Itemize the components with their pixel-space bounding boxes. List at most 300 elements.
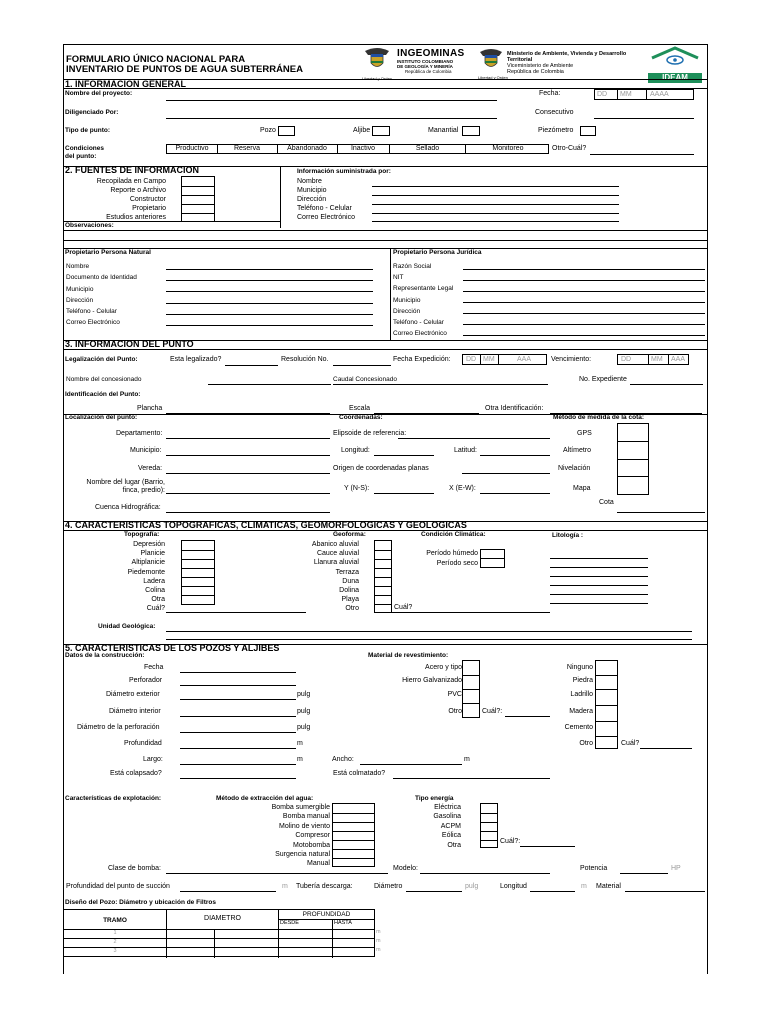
juridica-representante: Representante Legal	[393, 285, 454, 293]
natural-telefono-field[interactable]	[166, 314, 373, 315]
vencimiento-label: Vencimiento:	[551, 356, 592, 363]
energia-list	[400, 803, 461, 850]
prof-succion-unit: m	[282, 883, 288, 890]
caudal-field[interactable]	[333, 384, 548, 385]
ingeominas-sub-3: República de Colombia	[405, 69, 452, 74]
origen-field[interactable]	[462, 473, 550, 474]
litologia-field-3[interactable]	[550, 576, 648, 577]
otro-cual-field[interactable]	[590, 154, 694, 155]
divider	[63, 349, 708, 350]
metodo-cota-checkboxes[interactable]	[617, 423, 649, 495]
juridica-razon: Razón Social	[393, 263, 432, 270]
modelo-field[interactable]	[420, 873, 550, 874]
natural-documento-field[interactable]	[166, 280, 373, 281]
exp-mm: MM	[483, 356, 495, 363]
geoforma-label: Geoforma:	[333, 531, 366, 538]
row-1-unit: m	[376, 929, 381, 935]
clase-bomba-label: Clase de bomba:	[108, 865, 161, 872]
revestimiento-label: Material de revestimiento:	[368, 652, 449, 659]
divider	[481, 558, 504, 559]
diam-perf-unit: pulg	[297, 724, 311, 731]
diligenciado-label: Diligenciado Por:	[65, 109, 119, 116]
cond-abandonado[interactable]: Abandonado	[287, 145, 327, 152]
profundidad-header: PROFUNDIDAD	[302, 911, 351, 918]
topo-planicie: Planicie	[140, 550, 165, 558]
info-municipio-field[interactable]	[372, 195, 619, 196]
longitud-field[interactable]	[374, 455, 434, 456]
vereda-label: Vereda:	[138, 465, 163, 472]
litologia-field-2[interactable]	[550, 567, 648, 568]
divider	[182, 213, 214, 214]
info-nombre-field[interactable]	[372, 186, 619, 187]
profundidad-unit: m	[297, 740, 303, 747]
colombia-shield-1	[362, 47, 392, 81]
ministry-line-4: República de Colombia	[507, 69, 564, 75]
esta-legalizado-label: Esta legalizado?	[170, 356, 222, 363]
info-correo-field[interactable]	[372, 221, 619, 222]
geo-otro: Otro	[345, 605, 359, 613]
profundidad-label: Profundidad	[124, 740, 162, 747]
rev-pvc: PVC	[447, 691, 462, 698]
divider	[481, 831, 497, 832]
cond-inactivo[interactable]: Inactivo	[350, 145, 376, 152]
divider	[182, 195, 214, 196]
potencia-field[interactable]	[620, 873, 668, 874]
diam-ext-field[interactable]	[180, 699, 296, 700]
geoforma-checkboxes[interactable]	[374, 540, 392, 613]
tramo-header: TRAMO	[103, 917, 127, 924]
tramo-row-1: 1	[113, 930, 117, 936]
divider	[646, 90, 647, 99]
largo-field[interactable]	[180, 764, 296, 765]
topografia-list	[66, 540, 165, 614]
ancho-field[interactable]	[360, 764, 462, 765]
ene-gasolina: Gasolina	[433, 813, 461, 821]
desde-header: DESDE	[280, 920, 299, 926]
geo-playa: Playa	[341, 596, 359, 604]
natural-title: Propietario Persona Natural	[65, 249, 151, 256]
tuberia-material-field[interactable]	[625, 891, 705, 892]
fecha-dd: DD	[597, 91, 608, 98]
elipsoide-field[interactable]	[398, 438, 550, 439]
litologia-field-6[interactable]	[550, 603, 648, 604]
divider	[498, 355, 499, 364]
divider	[390, 248, 391, 340]
vereda-field[interactable]	[166, 473, 330, 474]
section-5-title: 5. CARACTERISTICAS DE LOS POZOS Y ALJIBES	[65, 643, 280, 653]
geo-cual-field[interactable]	[392, 612, 550, 613]
departamento-label: Departamento:	[116, 430, 163, 437]
nivelacion-label: Nivelación	[558, 465, 591, 472]
colapsado-label: Está colapsado?	[110, 770, 162, 777]
divider	[648, 355, 649, 364]
filtros-table	[64, 909, 375, 957]
municipio-field[interactable]	[166, 455, 330, 456]
divider	[596, 689, 617, 690]
ene-cual-label: Cuál?:	[500, 838, 521, 845]
section-4-title: 4. CARACTERISTICAS TOPOGRAFICAS, CLIMATICAS, GEOMORFOLOGICAS Y GEOLOGICAS	[65, 520, 467, 530]
divider	[375, 595, 391, 596]
esta-legalizado-field[interactable]	[225, 365, 278, 366]
divider	[182, 577, 214, 578]
met-sumergible: Bomba sumergible	[271, 804, 330, 811]
juridica-municipio: Municipio	[393, 296, 421, 304]
tuberia-label: Tubería descarga:	[296, 883, 353, 890]
potencia-unit: HP	[671, 865, 681, 872]
divider	[481, 822, 497, 823]
info-municipio: Municipio	[297, 187, 327, 194]
yns-field[interactable]	[374, 493, 434, 494]
divider	[596, 705, 617, 706]
divider	[375, 586, 391, 587]
divider	[463, 675, 479, 676]
rev-cual-field[interactable]	[505, 716, 550, 717]
unidad-geologica-label: Unidad Geológica:	[98, 623, 156, 630]
juridica-telefono: Teléfono - Celular	[393, 319, 444, 327]
divider	[333, 849, 374, 850]
shield-icon	[362, 47, 392, 71]
expediente-field[interactable]	[630, 384, 703, 385]
fecha-expedicion-label: Fecha Expedición:	[393, 356, 451, 363]
diam-int-label: Diámetro interior	[109, 708, 161, 715]
juridica-nit: NIT	[393, 274, 404, 282]
frame-left	[63, 44, 64, 974]
topo-depresion: Depresión	[133, 541, 165, 548]
ingeominas-logo	[397, 48, 464, 75]
diseno-pozo-label: Diseño del Pozo: Diámetro y ubicación de Filtros	[65, 899, 216, 906]
climatica-label: Condición Climática:	[421, 531, 486, 538]
identificacion-label: Identificación del Punto:	[65, 391, 141, 398]
yns-label: Y (N-S):	[344, 485, 370, 492]
divider	[375, 568, 391, 569]
mapa-label: Mapa	[573, 485, 591, 492]
venc-dd: DD	[621, 356, 632, 363]
consecutivo-label: Consecutivo	[535, 109, 574, 116]
fecha-expedicion-box[interactable]	[462, 354, 547, 365]
ministry-line-1: Ministerio de Ambiente, Vivienda y Desarrollo	[507, 51, 627, 57]
latitud-label: Latitud:	[454, 447, 477, 454]
juridica-representante-field[interactable]	[463, 291, 705, 292]
venc-mm: MM	[651, 356, 663, 363]
geo-terraza: Terraza	[335, 568, 359, 576]
piezometro-checkbox[interactable]	[580, 126, 596, 136]
resolucion-field[interactable]	[333, 365, 391, 366]
divider	[63, 240, 708, 241]
xew-field[interactable]	[480, 493, 550, 494]
diam-perf-label: Diámetro de la perforación	[77, 724, 160, 731]
divider	[481, 840, 497, 841]
met-compresor: Compresor	[295, 832, 330, 840]
natural-municipio-field[interactable]	[166, 291, 373, 292]
topo-ladera: Ladera	[143, 577, 165, 585]
info-suministrada-list	[297, 177, 355, 222]
departamento-field[interactable]	[166, 438, 330, 439]
proyecto-field[interactable]	[166, 100, 497, 101]
ingeominas-name: INGEOMINAS	[397, 48, 465, 59]
divider	[596, 721, 617, 722]
divider	[481, 813, 497, 814]
juridica-title: Propietario Persona Jurídica	[393, 249, 482, 256]
revestimiento2-checkboxes[interactable]	[595, 660, 618, 749]
ancho-unit: m	[464, 756, 470, 763]
divider	[63, 530, 708, 531]
condiciones-label	[65, 145, 104, 161]
diligenciado-field[interactable]	[166, 118, 497, 119]
divider	[63, 248, 708, 249]
natural-direccion-field[interactable]	[166, 303, 373, 304]
unidad-geologica-field[interactable]	[166, 631, 692, 632]
legalizacion-label: Legalización del Punto:	[65, 356, 138, 363]
unidad-geologica-field-2[interactable]	[166, 639, 692, 640]
condiciones-row	[166, 144, 549, 154]
title-line-2: INVENTARIO DE PUNTOS DE AGUA SUBTERRÁNEA	[66, 64, 303, 75]
clima-list	[400, 549, 478, 568]
perforador-label: Perforador	[129, 677, 163, 684]
divider	[182, 204, 214, 205]
shield-icon	[478, 48, 504, 70]
fuente-propietario: Propietario	[132, 205, 166, 212]
divider	[182, 559, 214, 560]
rev2-ladrillo: Ladrillo	[570, 691, 593, 698]
profundidad-field[interactable]	[180, 748, 296, 749]
topo-cual: Cuál?	[146, 605, 165, 613]
juridica-correo-field[interactable]	[463, 335, 705, 336]
otro-cual-label: Otro-Cuál?	[552, 145, 587, 152]
ene-acpm: ACPM	[440, 822, 461, 830]
divider	[375, 550, 391, 551]
resolucion-label: Resolución No.	[281, 356, 329, 363]
rev2-cual-field[interactable]	[640, 748, 692, 749]
tramo-row-3: 3	[113, 948, 117, 954]
colombia-shield-2	[478, 48, 508, 80]
consecutivo-field[interactable]	[594, 118, 694, 119]
plancha-label: Plancha	[137, 405, 163, 412]
diam-perf-field[interactable]	[180, 732, 296, 733]
title-line-1: FORMULARIO ÚNICO NACIONAL PARA	[66, 54, 246, 65]
ene-cual-field[interactable]	[520, 846, 575, 847]
natural-list	[66, 261, 137, 329]
natural-documento: Documento de Identidad	[66, 274, 137, 282]
tramo-row-2: 2	[113, 939, 117, 945]
rev2-cemento: Cemento	[564, 724, 593, 731]
juridica-direccion-field[interactable]	[463, 313, 705, 314]
ene-eolica: Eólica	[441, 832, 461, 840]
divider	[596, 736, 617, 737]
ideam-label: IDEAM	[648, 73, 702, 83]
fuentes-list	[66, 177, 166, 222]
colapsado-field[interactable]	[180, 778, 296, 779]
section-1-title: 1. INFORMACION GENERAL	[65, 79, 187, 89]
elipsoide-label: Elipsoide de referencia:	[333, 430, 407, 437]
divider	[375, 577, 391, 578]
rev2-ninguno: Ninguno	[566, 664, 593, 671]
litologia-field-4[interactable]	[550, 585, 648, 586]
info-telefono-field[interactable]	[372, 213, 619, 214]
pozo-label: Pozo	[260, 127, 276, 134]
vencimiento-box[interactable]	[617, 354, 689, 365]
fecha-box[interactable]	[594, 89, 694, 100]
shield-caption-1: Libertad y Orden	[362, 76, 392, 81]
fecha-mm: MM	[620, 91, 632, 98]
colmatado-field[interactable]	[393, 778, 550, 779]
divider	[375, 559, 391, 560]
manantial-checkbox[interactable]	[462, 126, 480, 136]
divider	[333, 813, 374, 814]
prof-succion-field[interactable]	[180, 891, 276, 892]
concesionado-field[interactable]	[208, 384, 331, 385]
cond-sellado[interactable]: Sellado	[415, 145, 440, 152]
divider	[182, 186, 214, 187]
tuberia-longitud-label: Longitud	[500, 883, 527, 890]
divider	[182, 595, 214, 596]
divider	[596, 675, 617, 676]
rev2-piedra: Piedra	[572, 677, 593, 684]
rev-acero: Acero y tipo	[425, 664, 462, 671]
metodo-cota-label: Método de medida de la cota:	[553, 414, 645, 421]
explotacion-label: Características de explotación:	[65, 795, 162, 802]
info-suministrada-title: Información suministrada por:	[297, 168, 391, 175]
fuentes-checkbox-column[interactable]	[181, 176, 215, 222]
ministry-block	[507, 51, 626, 75]
diam-ext-unit: pulg	[297, 691, 311, 698]
natural-correo-field[interactable]	[166, 325, 373, 326]
cota-field[interactable]	[617, 512, 705, 513]
condiciones-line-2: del punto:	[65, 153, 97, 160]
natural-nombre: Nombre	[66, 263, 90, 270]
longitud-label: Longitud:	[341, 447, 370, 454]
litologia-field-5[interactable]	[550, 594, 648, 595]
tipo-energia-label: Tipo energía	[415, 795, 454, 802]
tuberia-material-label: Material	[596, 883, 621, 890]
form-title	[66, 55, 303, 75]
datos-construccion-label: Datos de la construcción:	[65, 652, 145, 659]
juridica-nit-field[interactable]	[463, 280, 705, 281]
lugar-label	[66, 479, 165, 495]
tuberia-diametro-field[interactable]	[406, 891, 462, 892]
cuenca-field[interactable]	[166, 512, 330, 513]
divider	[463, 689, 479, 690]
clima-seco: Período seco	[436, 559, 478, 567]
s5-fecha-field[interactable]	[180, 672, 296, 673]
juridica-municipio-field[interactable]	[463, 302, 705, 303]
altimetro-label: Altímetro	[563, 447, 592, 454]
largo-label: Largo:	[143, 756, 163, 763]
tuberia-diametro-unit: pulg	[465, 883, 479, 890]
xew-label: X (E-W):	[449, 485, 476, 492]
divider	[618, 441, 648, 442]
ancho-label: Ancho:	[332, 756, 354, 763]
natural-nombre-field[interactable]	[166, 269, 373, 270]
revestimiento-checkboxes[interactable]	[462, 660, 480, 718]
cond-reserva[interactable]: Reserva	[233, 145, 261, 152]
juridica-razon-field[interactable]	[463, 269, 705, 270]
lugar-line-2: finca, predio):	[122, 487, 165, 494]
divider	[375, 604, 391, 605]
aljibe-checkbox[interactable]	[372, 126, 390, 136]
fuente-reporte: Reporte o Archivo	[110, 187, 166, 194]
cond-productivo[interactable]: Productivo	[175, 145, 209, 152]
info-direccion-field[interactable]	[372, 204, 619, 205]
tuberia-longitud-field[interactable]	[530, 891, 575, 892]
divider	[333, 831, 374, 832]
cuenca-label: Cuenca Hidrográfica:	[95, 504, 161, 511]
ministry-line-3: Viceministerio de Ambiente	[507, 63, 574, 69]
natural-correo: Correo Electrónico	[66, 319, 120, 327]
divider	[182, 586, 214, 587]
met-manual-bomba: Bomba manual	[282, 813, 330, 821]
clima-humedo: Período húmedo	[426, 550, 478, 557]
fuente-estudios: Estudios anteriores	[106, 214, 166, 221]
met-molino: Molino de viento	[279, 822, 330, 830]
diam-int-field[interactable]	[180, 716, 296, 717]
exp-aaa: AAA	[517, 356, 532, 363]
litologia-field-1[interactable]	[550, 558, 648, 559]
fuente-campo: Recopilada en Campo	[96, 178, 166, 185]
caudal-label: Caudal Concesionado	[333, 376, 397, 383]
latitud-field[interactable]	[480, 455, 550, 456]
expediente-label: No. Expediente	[579, 376, 627, 383]
ideam-logo	[648, 46, 702, 82]
divider	[214, 929, 215, 958]
geo-dolina: Dolina	[339, 587, 359, 595]
info-nombre: Nombre	[297, 178, 322, 185]
potencia-label: Potencia	[580, 865, 608, 872]
localizacion-label: Localización del punto:	[65, 414, 138, 421]
fecha-label: Fecha:	[539, 90, 561, 97]
ene-electrica: Eléctrica	[434, 804, 461, 811]
condiciones-line-1: Condiciones	[65, 145, 105, 152]
diametro-header: DIAMETRO	[204, 915, 241, 922]
exp-dd: DD	[466, 356, 477, 363]
topo-otra: Otra	[151, 596, 165, 604]
geo-cual-label: Cuál?	[394, 604, 413, 611]
prof-succion-label: Profundidad del punto de succión	[66, 883, 170, 890]
observaciones-label: Observaciones:	[65, 222, 114, 229]
topo-altiplanicie: Altiplanicie	[131, 559, 165, 567]
divider	[280, 166, 281, 228]
proyecto-label: Nombre del proyecto:	[65, 90, 133, 97]
clima-checkboxes[interactable]	[480, 549, 505, 568]
perforador-field[interactable]	[180, 685, 296, 686]
lugar-field[interactable]	[166, 493, 330, 494]
ingeominas-sub-2: DE GEOLOGÍA Y MINERÍA	[397, 64, 453, 69]
juridica-telefono-field[interactable]	[463, 324, 705, 325]
largo-unit: m	[297, 756, 303, 763]
rev2-madera: Madera	[569, 708, 593, 715]
geo-duna: Duna	[342, 577, 359, 585]
juridica-direccion: Dirección	[393, 307, 421, 315]
clase-bomba-field[interactable]	[166, 873, 388, 874]
origen-label: Origen de coordenadas planas	[333, 465, 429, 472]
fecha-aaaa: AAAA	[650, 91, 669, 98]
modelo-label: Modelo:	[393, 865, 418, 872]
cota-label: Cota	[599, 499, 614, 506]
cond-monitoreo[interactable]: Monitoreo	[492, 145, 524, 152]
ministry-line-2: Territorial	[507, 57, 533, 63]
divider	[333, 840, 374, 841]
hasta-header: HASTA	[334, 920, 352, 926]
energia-checkboxes[interactable]	[480, 803, 498, 848]
diam-int-unit: pulg	[297, 708, 311, 715]
ene-otra: Otra	[447, 841, 461, 849]
gps-label: GPS	[577, 430, 592, 437]
natural-municipio: Municipio	[66, 285, 94, 293]
tuberia-longitud-unit: m	[581, 883, 587, 890]
metodo-checkboxes[interactable]	[332, 803, 375, 867]
topografia-checkboxes[interactable]	[181, 540, 215, 605]
info-correo: Correo Electrónico	[297, 214, 355, 221]
pozo-checkbox[interactable]	[278, 126, 295, 136]
